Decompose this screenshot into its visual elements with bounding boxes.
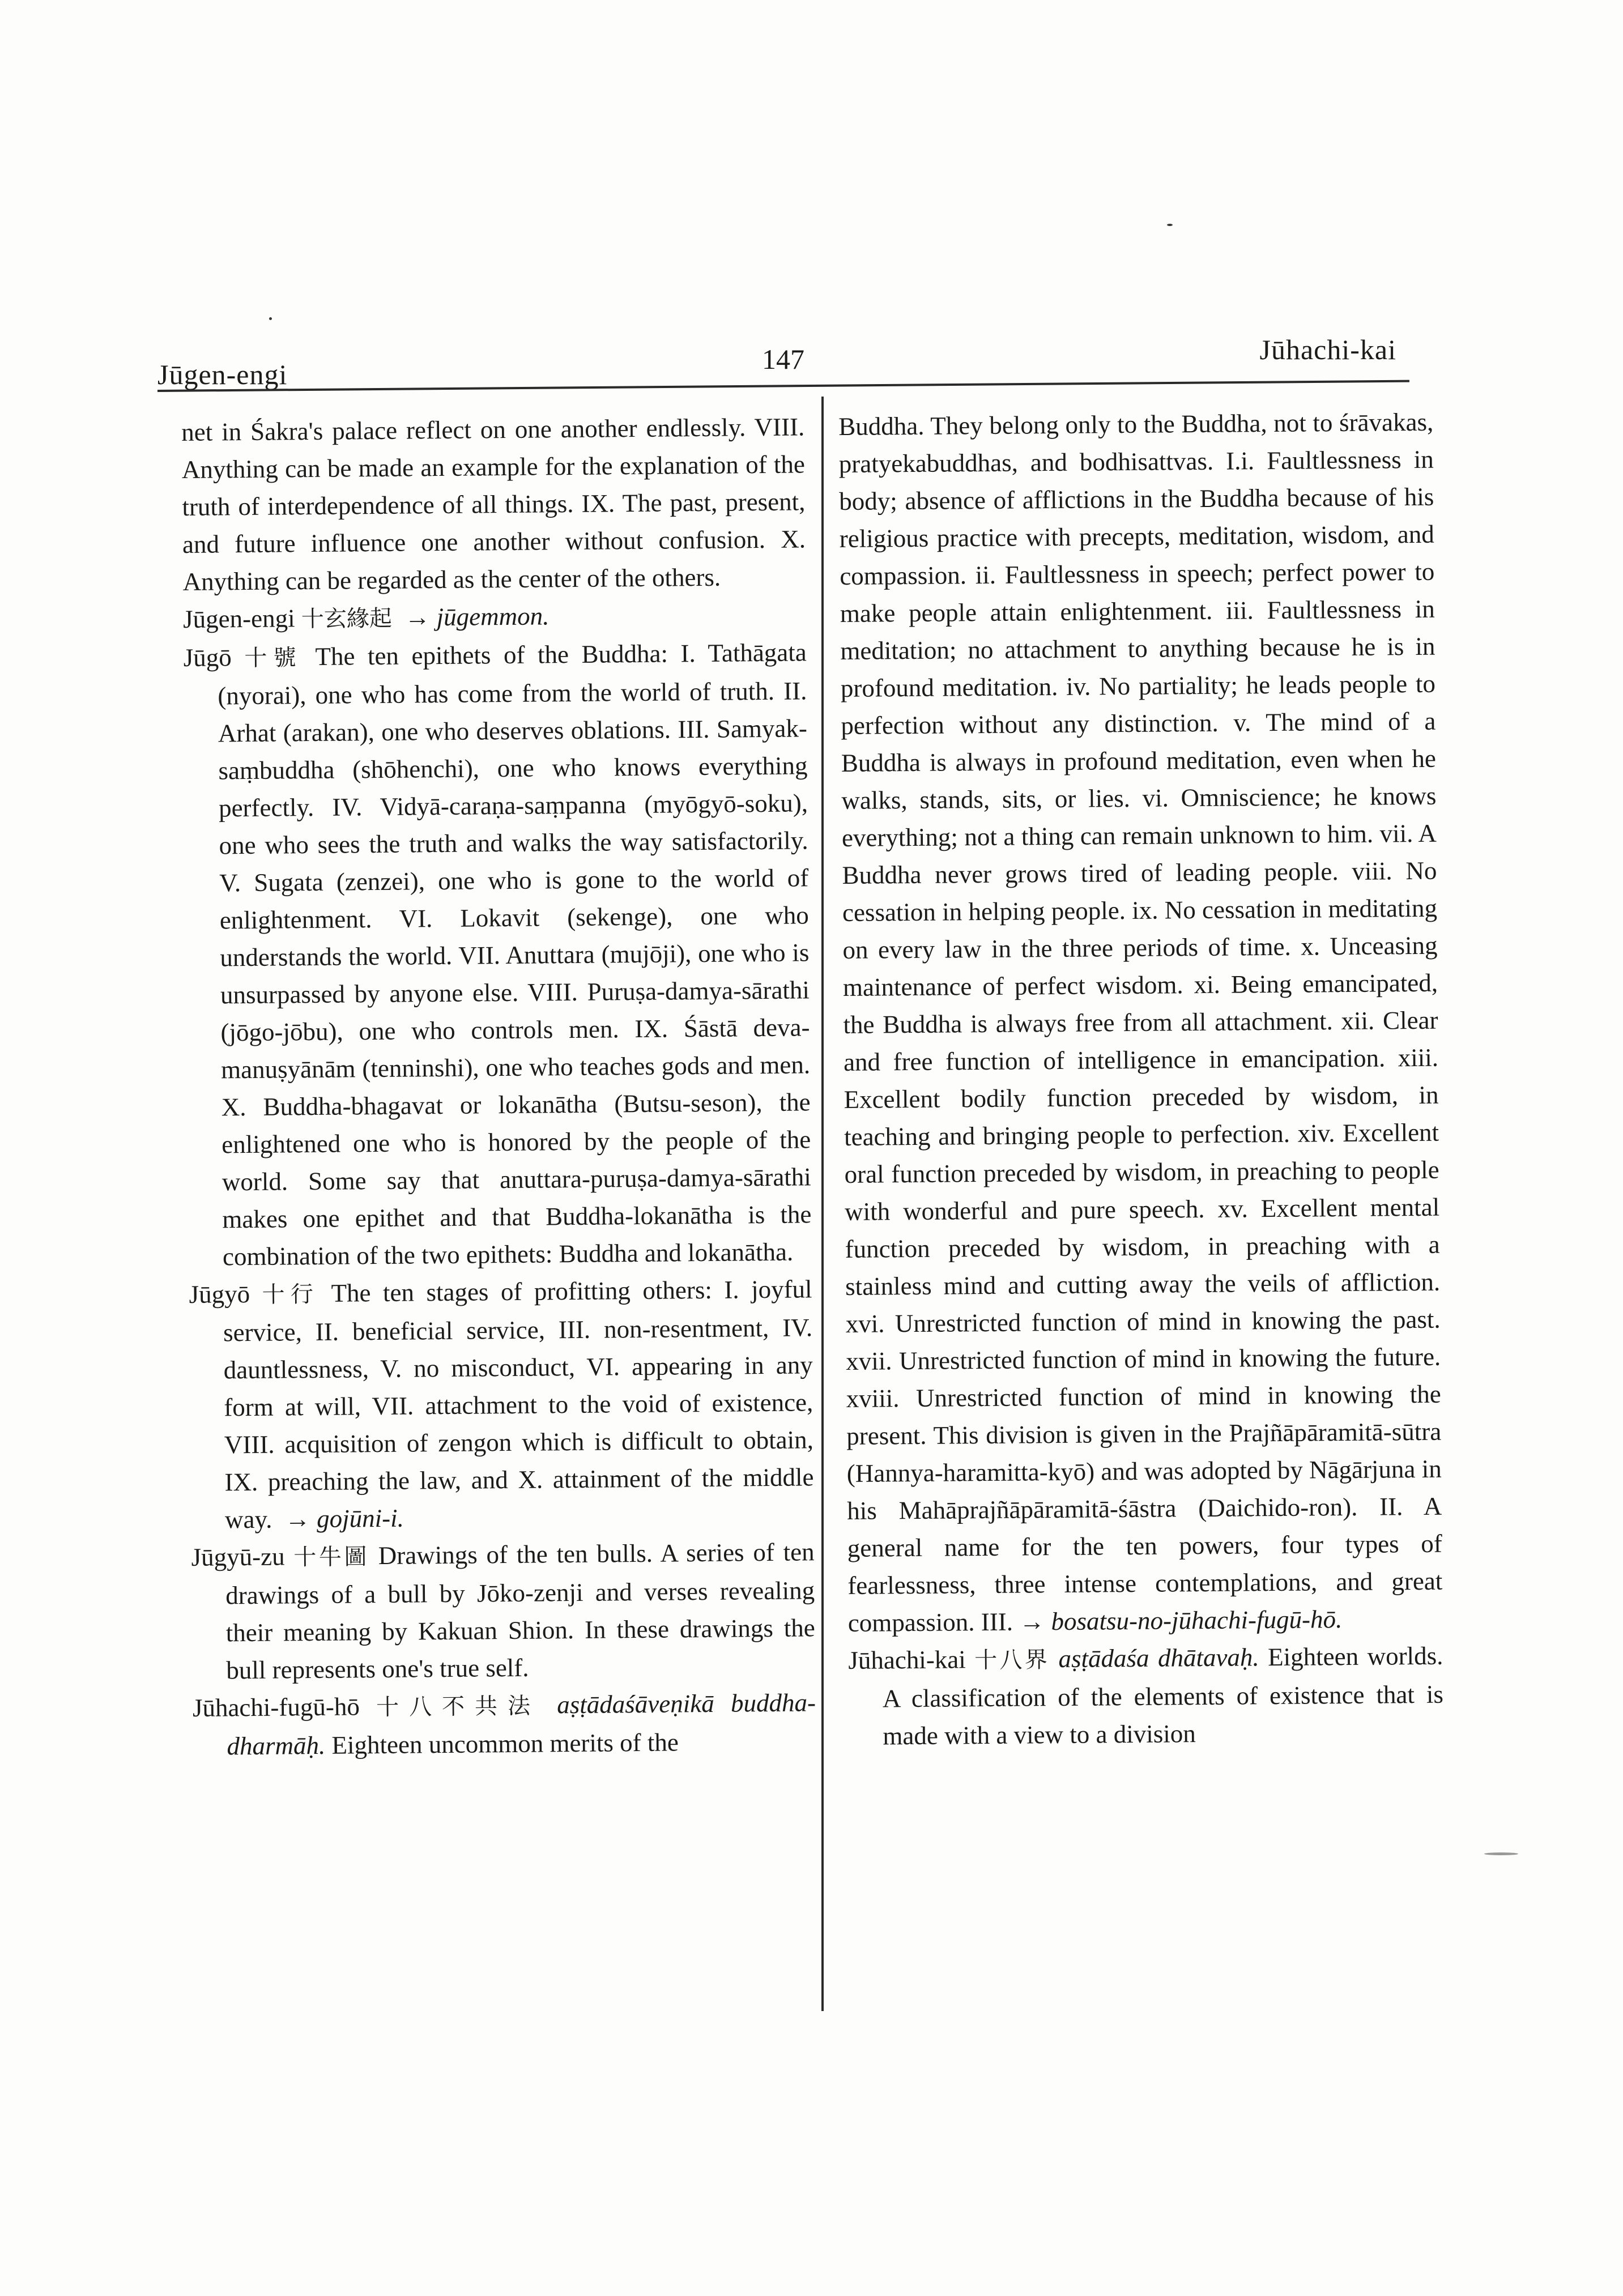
entry-kanji: 十號 [244,645,303,672]
scan-speck [1484,1852,1518,1855]
entry-sanskrit: aṣṭādaśa dhātavaḥ. [1058,1643,1259,1673]
entry-headword: Jūgō [183,643,232,672]
entry-jugen-engi [183,595,807,639]
right-column [838,403,1444,1755]
column-divider [821,397,824,2011]
entry-headword: Jūhachi-kai [848,1645,966,1675]
entry-jugyo [189,1270,814,1539]
entry-juhachi-fugu-ho [193,1684,816,1765]
entry-text: The ten stages of profitting others: I. joyful service, II. beneficial service, III. non-resentment, IV. dauntlessness, V. no misconduct, VI. appearing in any form at will, VII. attachment to the void of existence, VIII. acquisition of zengon which is difficult to obtain, IX. preaching the law, and X. attainment of the middle way. [223,1275,814,1534]
entry-kanji: 十八界 [974,1647,1050,1674]
entry-headword: Jūgyō [189,1280,250,1309]
entry-text: Drawings of the ten bulls. A series of ten drawings of a bull by Jōko-zenji and verses revealing their meaning by Kakuan Shion. In these drawings the bull represents one's true self. [225,1537,815,1685]
entry-kanji: 十玄緣起 [301,605,393,633]
entry-headword: Jūgen-engi [182,604,295,633]
entry-text: Eighteen worlds. A classification of the elements of existence that is made with a view to a division [882,1641,1444,1750]
left-continuation: net in Śakra's palace reflect on one another endlessly. VIII. Anything can be made an example for the explanation of the truth of interdependence of all things. IX. The past, present, and future influence one another without confusion. X. Anything can be regarded as the center of the others. [181,412,806,596]
entry-text: The ten epithets of the Buddha: I. Tathāgata (nyorai), one who has come from the world of truth. II. Arhat (arakan), one who deserves oblations. III. Samyak-saṃbuddha (shōhenchi), one who knows everything perfectly. IV. Vidyā-caraṇa-saṃpanna (myōgyō-soku), one who sees the truth and walks the way satisfactorily. V. Sugata (zenzei), one who is gone to the world of enlightenment. VI. Lokavit (sekenge), one who understands the world. VII. Anuttara (mujōji), one who is unsurpassed by anyone else. VIII. Puruṣa-damya-sārathi (jōgo-jōbu), one who controls men. IX. Śāstā deva-manuṣyānām (tenninshi), one who teaches gods and men. X. Buddha-bhagavat or lokanātha (Butsu-seson), the enlightened one who is honored by the people of the world. Some say that anuttara-puruṣa-damya-sārathi makes one epithet and that Buddha-lokanātha is the combination of the two epithets: Buddha and lokanātha. [218,638,812,1271]
scan-speck [269,317,272,320]
scan-speck [1167,224,1173,226]
entry-kanji: 十牛圖 [293,1544,370,1571]
page-number: 147 [762,343,804,375]
entry-reference: → gojūni-i. [284,1503,404,1533]
entry-juhachi-kai [848,1637,1444,1755]
entry-text: Eighteen uncommon merits of the [331,1728,679,1760]
header-rule [157,380,1409,392]
entry-headword: Jūhachi-fugū-hō [192,1692,360,1722]
right-continuation: Buddha. They belong only to the Buddha, not to śrāvakas, pratyekabuddhas, and bodhisattvas. I.i. Faultlessness in body; absence of afflictions in the Buddha because of his religious practice with precepts, meditation, wisdom, and compassion. ii. Faultlessness in speech; perfect power to make people attain enlightenment. iii. Faultlessness in meditation; no attachment to anything because he is in profound meditation. iv. No partiality; he leads people to perfection without any distinction. v. The mind of a Buddha is always in profound meditation, even when he walks, stands, sits, or lies. vi. Omniscience; he knows everything; not a thing can remain unknown to him. vii. A Buddha never grows tired of leading people. viii. No cessation in helping people. ix. No cessation in meditating on every law in the three periods of time. x. Unceasing maintenance of perfect wisdom. xi. Being emancipated, the Buddha is always free from all attachment. xii. Clear and free function of intelligence in emancipation. xiii. Excellent bodily function preceded by wisdom, in teaching and bringing people to perfection. xiv. Excellent oral function preceded by wisdom, in preaching to people with wonderful and pure speech. xv. Excellent mental function preceded by wisdom, in preaching with a stainless mind and cutting away the veils of affliction. xvi. Unrestricted function of mind in knowing the past. xvii. Unrestricted function of mind in knowing the future. xviii. Unrestricted function of mind in knowing the present. This division is given in the Prajñāpāramitā-sūtra (Hannya-haramitta-kyō) and was adopted by Nāgārjuna in his Mahāprajñāpāramitā-śāstra (Daichido-ron). II. A general name for the ten powers, four types of fearlessness, three intense contemplations, and great compassion. III. → bosatsu-no-jūhachi-fugū-hō. [838,407,1443,1637]
entry-headword: Jūgyū-zu [191,1542,285,1571]
entry-reference: → jūgemmon. [404,602,549,632]
running-head-right: Jūhachi-kai [1259,334,1396,365]
left-column [181,408,816,1765]
running-head-left: Jūgen-engi [157,359,288,390]
entry-jugo [183,633,812,1276]
entry-sanskrit: aṣṭādaśāveṇikā buddha-dharmāḥ. [227,1688,816,1761]
entry-kanji: 十行 [262,1281,320,1308]
entry-kanji: 十八不共法 [376,1693,541,1721]
entry-jugyu-zu [191,1533,815,1689]
continuation-reference: → bosatsu-no-jūhachi-fugū-hō. [1019,1605,1343,1636]
